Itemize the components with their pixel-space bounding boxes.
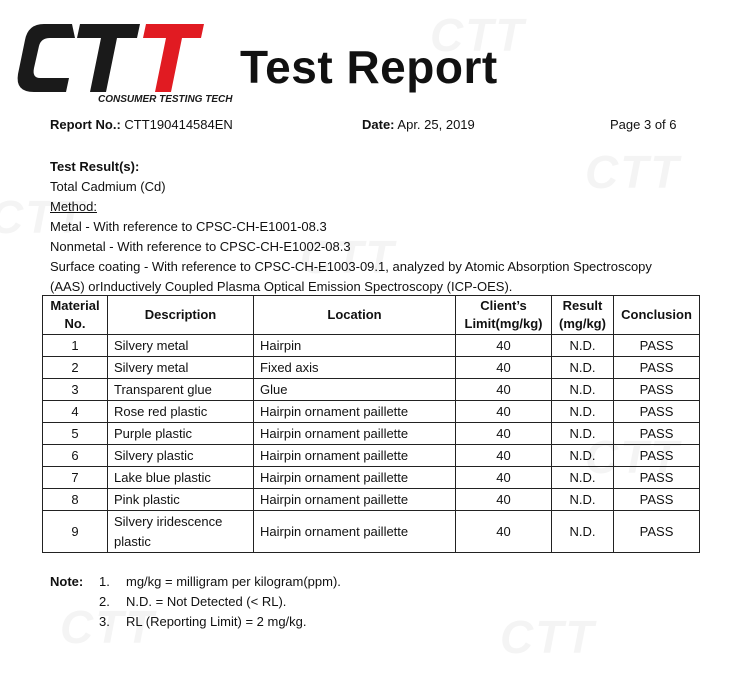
table-row [43,467,700,489]
cell-no: 9 [43,511,108,553]
cell-location: Fixed axis [254,357,456,379]
cell-no: 2 [43,357,108,379]
table-row [43,357,700,379]
note-text: N.D. = Not Detected (< RL). [126,594,287,609]
cell-conclusion: PASS [614,401,700,423]
cell-description: Purple plastic [108,423,254,445]
page-number: Page 3 of 6 [610,117,677,132]
cell-no: 1 [43,335,108,357]
watermark-logo [500,610,595,664]
col-header-text: Material [50,298,100,313]
cell-location: Hairpin ornament paillette [254,489,456,511]
cell-result: N.D. [552,511,614,553]
report-date-value: Apr. 25, 2019 [397,117,475,132]
cell-conclusion: PASS [614,511,700,553]
method-line: (AAS) orInductively Coupled Plasma Optical Emission Spectroscopy (ICP-OES). [50,279,513,294]
cell-conclusion: PASS [614,467,700,489]
cell-limit: 40 [456,467,552,489]
results-table [42,295,700,553]
cell-conclusion: PASS [614,489,700,511]
note-text: mg/kg = milligram per kilogram(ppm). [126,574,341,589]
cell-result: N.D. [552,401,614,423]
cell-conclusion: PASS [614,445,700,467]
report-date [362,117,475,132]
watermark-logo [585,145,680,199]
table-row [43,489,700,511]
cell-no: 4 [43,401,108,423]
note-number: 2. [99,594,110,609]
cell-no: 6 [43,445,108,467]
table-row [43,511,700,553]
results-heading: Test Result(s): [50,159,140,174]
cell-result: N.D. [552,357,614,379]
note-number: 3. [99,614,110,629]
cell-location: Hairpin ornament paillette [254,445,456,467]
cell-result: N.D. [552,445,614,467]
report-date-label: Date: [362,117,395,132]
note-text: RL (Reporting Limit) = 2 mg/kg. [126,614,307,629]
cell-limit: 40 [456,357,552,379]
table-row [43,379,700,401]
col-header-text: Client’s [480,298,527,313]
analyte: Total Cadmium (Cd) [50,179,166,194]
report-number-label: Report No.: [50,117,121,132]
col-header-text: No. [64,316,86,331]
col-header-location: Location [254,296,456,335]
note-number: 1. [99,574,110,589]
col-header-description: Description [108,296,254,335]
cell-description-line: Silvery iridescence [114,513,223,529]
ctt-logo [14,12,233,105]
cell-result: N.D. [552,489,614,511]
method-line: Nonmetal - With reference to CPSC-CH-E1002-08.3 [50,239,351,254]
cell-description-line: plastic [114,533,151,549]
report-number-value: CTT190414584EN [124,117,233,132]
cell-location: Hairpin ornament paillette [254,467,456,489]
cell-conclusion: PASS [614,357,700,379]
cell-location: Hairpin [254,335,456,357]
cell-description: Silvery plastic [108,445,254,467]
cell-limit: 40 [456,335,552,357]
method-line: Surface coating - With reference to CPSC-CH-E1003-09.1, analyzed by Atomic Absorption Spectroscopy [50,259,652,274]
col-header-text: Limit(mg/kg) [464,316,543,331]
col-header-text: (mg/kg) [559,316,606,331]
cell-conclusion: PASS [614,379,700,401]
table-row [43,445,700,467]
cell-no: 5 [43,423,108,445]
cell-result: N.D. [552,335,614,357]
cell-location: Hairpin ornament paillette [254,511,456,553]
cell-conclusion: PASS [614,335,700,357]
table-row [43,335,700,357]
method-label: Method: [50,199,97,214]
col-header-material [43,296,108,335]
cell-result: N.D. [552,467,614,489]
cell-limit: 40 [456,489,552,511]
col-header-text: Result [562,298,603,313]
cell-location: Glue [254,379,456,401]
cell-limit: 40 [456,423,552,445]
col-header-limit [456,296,552,335]
cell-limit: 40 [456,445,552,467]
method-line: Metal - With reference to CPSC-CH-E1001-08.3 [50,219,327,234]
cell-conclusion: PASS [614,423,700,445]
cell-description: Silvery metal [108,335,254,357]
table-row [43,423,700,445]
cell-no: 7 [43,467,108,489]
cell-no: 8 [43,489,108,511]
col-header-conclusion: Conclusion [614,296,700,335]
col-header-result [552,296,614,335]
cell-limit: 40 [456,401,552,423]
table-row [43,401,700,423]
table-header-row [43,296,700,335]
cell-description: Rose red plastic [108,401,254,423]
cell-result: N.D. [552,423,614,445]
cell-description: Pink plastic [108,489,254,511]
cell-description: Lake blue plastic [108,467,254,489]
report-number [50,117,233,132]
cell-limit: 40 [456,379,552,401]
cell-result: N.D. [552,379,614,401]
cell-description: Silvery metal [108,357,254,379]
logo-tagline: CONSUMER TESTING TECH [98,94,233,105]
cell-description: Transparent glue [108,379,254,401]
cell-description [108,511,254,553]
cell-limit: 40 [456,511,552,553]
cell-location: Hairpin ornament paillette [254,401,456,423]
cell-location: Hairpin ornament paillette [254,423,456,445]
cell-no: 3 [43,379,108,401]
page-title: Test Report [240,41,498,93]
note-label: Note: [50,574,84,589]
